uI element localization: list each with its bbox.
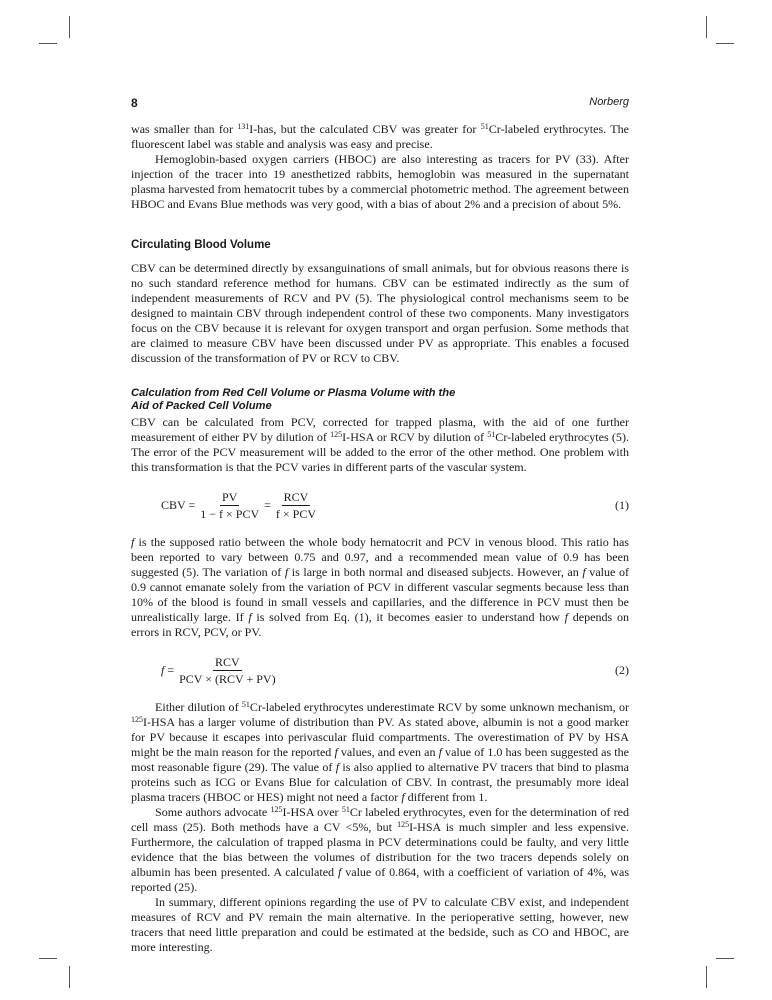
crop-mark-bottom-left-vertical [69,966,70,988]
running-head: Norberg [589,96,629,108]
article-body [131,122,629,955]
section-heading: Circulating Blood Volume [131,239,271,251]
paragraph-6: Either dilution of $^{51}$Cr-labeled erythrocytes underestimate RCV by some unknown mechanism, or $^{125}$I-HSA has a larger volume of distribution than PV. As stated above, albumin is not a good marker for PV because it escapes into perivascular fluid compartments. The overestimation of PV by HSA might be the main reason for the reported f values, and even an f value of 1.0 has been suggested as the most reasonable figure (29). The value of f is also applied to alternative PV tracers that bind to plasma proteins such as ICG or Evans Blue for calculation of CBV. In contrast, the presumably more ideal plasma tracers (HBOC or HES) might not need a factor f different from 1. [131,700,629,804]
paragraph-5: f is the supposed ratio between the whole body hematocrit and PCV in venous blood. This ratio has been reported to vary between 0.75 and 0.97, and a recommended mean value of 0.9 has been suggested (5). The variation of f is large in both normal and diseased subjects. However, an f value of 0.9 cannot emanate solely from the variation of PCV in different vascular segments because less than 10% of the blood is found in small vessels and capillaries, and the difference in PCV must then be unrealistically large. If f is solved from Eq. (1), it becomes easier to understand how f depends on errors in RCV, PCV, or PV. [131,535,630,639]
equation-1: CBV = $\frac{PV}{\text{1 − f × PCV}}$ = $\frac{\text{RCV}}{\text{f × PCV}}$ (1) [161,489,629,521]
equation-1-fraction-pv: $\frac{PV}{\text{1 − f × PCV}}$ [200,489,260,521]
paragraph-2: Hemoglobin-based oxygen carriers (HBOC) are also interesting as tracers for PV (33). After injection of the tracer into 19 anesthetized rabbits, hemoglobin was measured in the supernatant plasma harvested from hematocrit tubes by a commercial photometric method. The agreement between HBOC and Evans Blue methods was very good, with a bias of about 2% and a precision of about 5%. [131,152,629,211]
crop-mark-top-left-horizontal [39,43,57,44]
crop-mark-top-left-vertical [69,16,70,38]
equation-2-lhs: f = [161,662,175,677]
paragraph-8: In summary, different opinions regarding the use of PV to calculate CBV exist, and independent measures of RCV and PV remain the main alternative. In the perioperative setting, however, new tracers that need little preparation and could be estimated at the bedside, such as CO and HBOC, are more interesting. [131,895,629,954]
equation-2 [131,654,629,686]
equation-2-number: (2) [615,663,629,677]
equation-1-number: (1) [615,498,629,512]
paragraph-3: CBV can be determined directly by exsanguinations of small animals, but for obvious reasons there is no such standard reference method for humans. CBV can be estimated indirectly as the sum of independent measurements of RCV and PV (5). The physiological control mechanisms seem to be designed to maintain CBV through independent control of these two components. Many investigators focus on the CBV because it is relevant for oxygen transport and organ perfusion. Some methods that are claimed to measure CBV have been discussed under PV as appropriate. This enables a focused discussion of the transformation of PV or RCV to CBV. [131,261,629,365]
equation-1-fraction-rcv: $\frac{\text{RCV}}{\text{f × PCV}}$ [275,489,316,521]
subsection-heading: Calculation from Red Cell Volume or Plasma Volume with the Aid of Packed Cell Volume [131,387,456,412]
paragraph-4: CBV can be calculated from PCV, corrected for trapped plasma, with the aid of one further measurement of either PV by dilution of $^{125}$I-HSA or RCV by dilution of $^{51}$Cr-labeled erythrocytes (5). The error of the PCV measurement will be added to the error of the other method. One problem with this transformation is that the PCV varies in different parts of the vascular system. [131,415,629,474]
crop-mark-top-right-vertical [706,16,707,38]
page-number: 8 [131,96,138,110]
crop-mark-top-right-horizontal [716,43,734,44]
crop-mark-bottom-right-vertical [706,966,707,988]
page-header [131,96,629,112]
paragraph-1: was smaller than for $^{131}$I-has, but the calculated CBV was greater for $^{51}$Cr-labeled erythrocytes. The fluorescent label was stable and analysis was easy and precise. [131,122,629,151]
equation-1-lhs: CBV = [161,497,196,512]
equation-2-fraction: $\frac{\text{RCV}}{\text{PCV × (RCV + PV)}}$ [179,654,276,686]
crop-mark-bottom-right-horizontal [716,958,734,959]
crop-mark-bottom-left-horizontal [39,958,57,959]
paragraph-7: Some authors advocate $^{125}$I-HSA over $^{51}$Cr labeled erythrocytes, even for the determination of red cell mass (25). Both methods have a CV <5%, but $^{125}$I-HSA is much simpler and less expensive. Furthermore, the calculation of trapped plasma in PCV determinations could be faulty, and very little evidence that the bias between the volumes of distribution for the two tracers depends solely on albumin has been presented. A calculated f value of 0.864, with a coefficient of variation of 4%, was reported (25). [131,805,630,894]
